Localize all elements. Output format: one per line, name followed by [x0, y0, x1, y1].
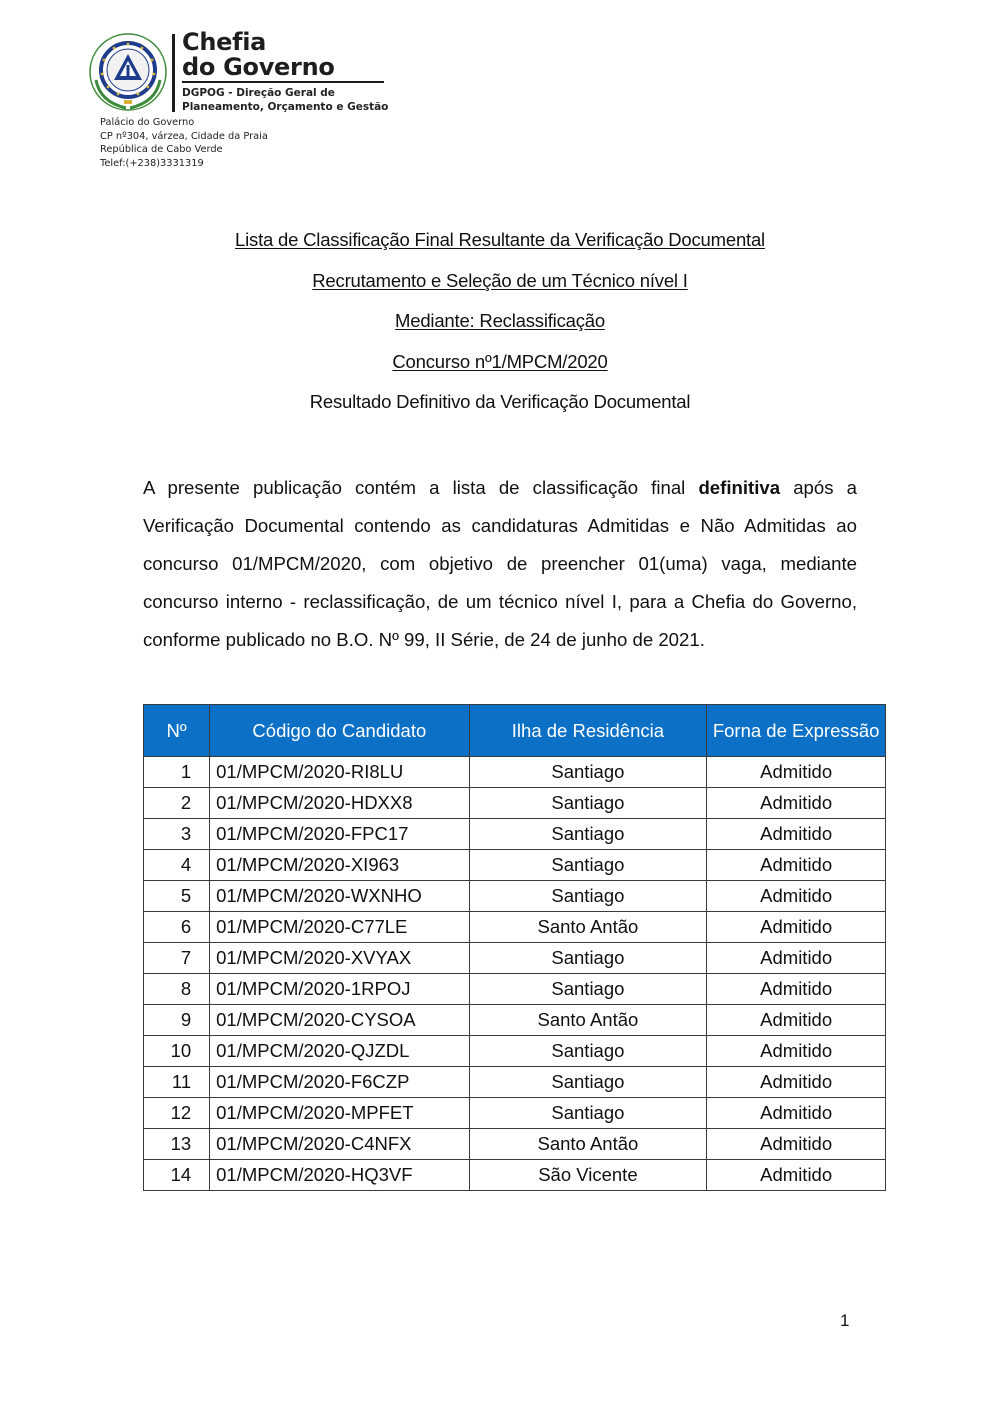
row-code: 01/MPCM/2020-RI8LU — [210, 757, 469, 788]
row-number: 7 — [144, 943, 210, 974]
row-island: Santiago — [469, 850, 707, 881]
address-block — [100, 116, 268, 170]
row-code: 01/MPCM/2020-XVYAX — [210, 943, 469, 974]
row-number: 4 — [144, 850, 210, 881]
row-status: Admitido — [707, 1067, 886, 1098]
brand-divider — [172, 34, 175, 112]
title-text: Mediante: Reclassificação — [395, 310, 605, 331]
row-code: 01/MPCM/2020-C4NFX — [210, 1129, 469, 1160]
table-row — [144, 1160, 886, 1191]
row-island: São Vicente — [469, 1160, 707, 1191]
table-row — [144, 1098, 886, 1129]
row-code: 01/MPCM/2020-MPFET — [210, 1098, 469, 1129]
row-island: Santiago — [469, 788, 707, 819]
row-code: 01/MPCM/2020-QJZDL — [210, 1036, 469, 1067]
row-status: Admitido — [707, 757, 886, 788]
row-code: 01/MPCM/2020-WXNHO — [210, 881, 469, 912]
row-status: Admitido — [707, 881, 886, 912]
row-number: 8 — [144, 974, 210, 1005]
table-row — [144, 1067, 886, 1098]
coat-of-arms-seal-icon — [88, 32, 168, 112]
row-status: Admitido — [707, 912, 886, 943]
title-line-5 — [0, 390, 1000, 431]
table-row — [144, 912, 886, 943]
title-text: Resultado Definitivo da Verificação Documental — [309, 391, 691, 412]
table-row — [144, 881, 886, 912]
address-line: CP nº304, várzea, Cidade da Praia — [100, 130, 268, 142]
row-island: Santiago — [469, 819, 707, 850]
row-number: 9 — [144, 1005, 210, 1036]
row-status: Admitido — [707, 1160, 886, 1191]
address-line: Palácio do Governo — [100, 117, 195, 128]
row-status: Admitido — [707, 974, 886, 1005]
row-status: Admitido — [707, 850, 886, 881]
title-text: Concurso nº1/MPCM/2020 — [392, 350, 608, 372]
row-status: Admitido — [707, 943, 886, 974]
row-status: Admitido — [707, 1129, 886, 1160]
row-number: 13 — [144, 1129, 210, 1160]
row-number: 1 — [144, 757, 210, 788]
header-candidate-code: Código do Candidato — [210, 705, 469, 757]
row-number: 11 — [144, 1067, 210, 1098]
title-text: Recrutamento e Seleção de um Técnico nível I — [312, 269, 688, 291]
logo-row — [88, 30, 408, 112]
row-island: Santiago — [469, 974, 707, 1005]
row-island: Santo Antão — [469, 912, 707, 943]
row-code: 01/MPCM/2020-FPC17 — [210, 819, 469, 850]
table-row — [144, 974, 886, 1005]
intro-paragraph — [143, 469, 857, 659]
table-row — [144, 1036, 886, 1067]
title-line-1 — [0, 228, 1000, 269]
results-table — [143, 704, 886, 1191]
address-line: República de Cabo Verde — [100, 144, 223, 155]
row-island: Santo Antão — [469, 1005, 707, 1036]
brand-line-2: do Governo — [182, 53, 335, 81]
row-number: 12 — [144, 1098, 210, 1129]
brand-underline — [182, 81, 384, 83]
row-status: Admitido — [707, 819, 886, 850]
header-island: Ilha de Residência — [469, 705, 707, 757]
row-number: 3 — [144, 819, 210, 850]
row-island: Santiago — [469, 1067, 707, 1098]
row-status: Admitido — [707, 1005, 886, 1036]
intro-bold-text: definitiva — [698, 476, 781, 498]
intro-text: A presente publicação contém a lista de classificação final — [143, 476, 699, 498]
page-number: 1 — [840, 1311, 850, 1330]
row-code: 01/MPCM/2020-CYSOA — [210, 1005, 469, 1036]
address-line: Telef:(+238)3331319 — [100, 157, 204, 169]
row-status: Admitido — [707, 1036, 886, 1067]
table-row — [144, 819, 886, 850]
row-island: Santiago — [469, 757, 707, 788]
table-row — [144, 1005, 886, 1036]
row-code: 01/MPCM/2020-F6CZP — [210, 1067, 469, 1098]
row-number: 5 — [144, 881, 210, 912]
header-form: Forna de Expressão — [707, 705, 886, 757]
header-number: Nº — [144, 705, 210, 757]
table-row — [144, 943, 886, 974]
row-status: Admitido — [707, 1098, 886, 1129]
table-row — [144, 850, 886, 881]
table-row — [144, 788, 886, 819]
row-number: 14 — [144, 1160, 210, 1191]
table-row — [144, 1129, 886, 1160]
row-code: 01/MPCM/2020-C77LE — [210, 912, 469, 943]
row-number: 6 — [144, 912, 210, 943]
brand-block — [182, 30, 392, 114]
title-line-4 — [0, 350, 1000, 391]
brand-line-1: Chefia — [182, 28, 267, 56]
title-text: Lista de Classificação Final Resultante da Verificação Documental — [235, 229, 765, 250]
row-island: Santiago — [469, 1098, 707, 1129]
table-row — [144, 757, 886, 788]
row-code: 01/MPCM/2020-1RPOJ — [210, 974, 469, 1005]
row-code: 01/MPCM/2020-HQ3VF — [210, 1160, 469, 1191]
row-island: Santiago — [469, 943, 707, 974]
row-number: 2 — [144, 788, 210, 819]
row-number: 10 — [144, 1036, 210, 1067]
table-header-row — [144, 705, 886, 757]
title-line-2 — [0, 269, 1000, 310]
document-titles — [0, 228, 1000, 431]
department-name: DGPOG - Direção Geral de Planeamento, Orçamento e Gestão — [182, 87, 389, 113]
row-island: Santiago — [469, 881, 707, 912]
letterhead — [88, 28, 408, 169]
row-island: Santiago — [469, 1036, 707, 1067]
title-line-3 — [0, 309, 1000, 350]
intro-text: após a Verificação Documental contendo as candidaturas Admitidas e Não Admitidas ao concurso 01/MPCM/2020, com objetivo de preencher 01(uma) vaga, mediante concurso interno - reclassificação, de um técnico nível I, para a Chefia do Governo, conforme publicado no B.O. Nº 99, II Série, de 24 de junho de 2021. — [143, 476, 857, 650]
row-code: 01/MPCM/2020-XI963 — [210, 850, 469, 881]
row-island: Santo Antão — [469, 1129, 707, 1160]
row-code: 01/MPCM/2020-HDXX8 — [210, 788, 469, 819]
row-status: Admitido — [707, 788, 886, 819]
